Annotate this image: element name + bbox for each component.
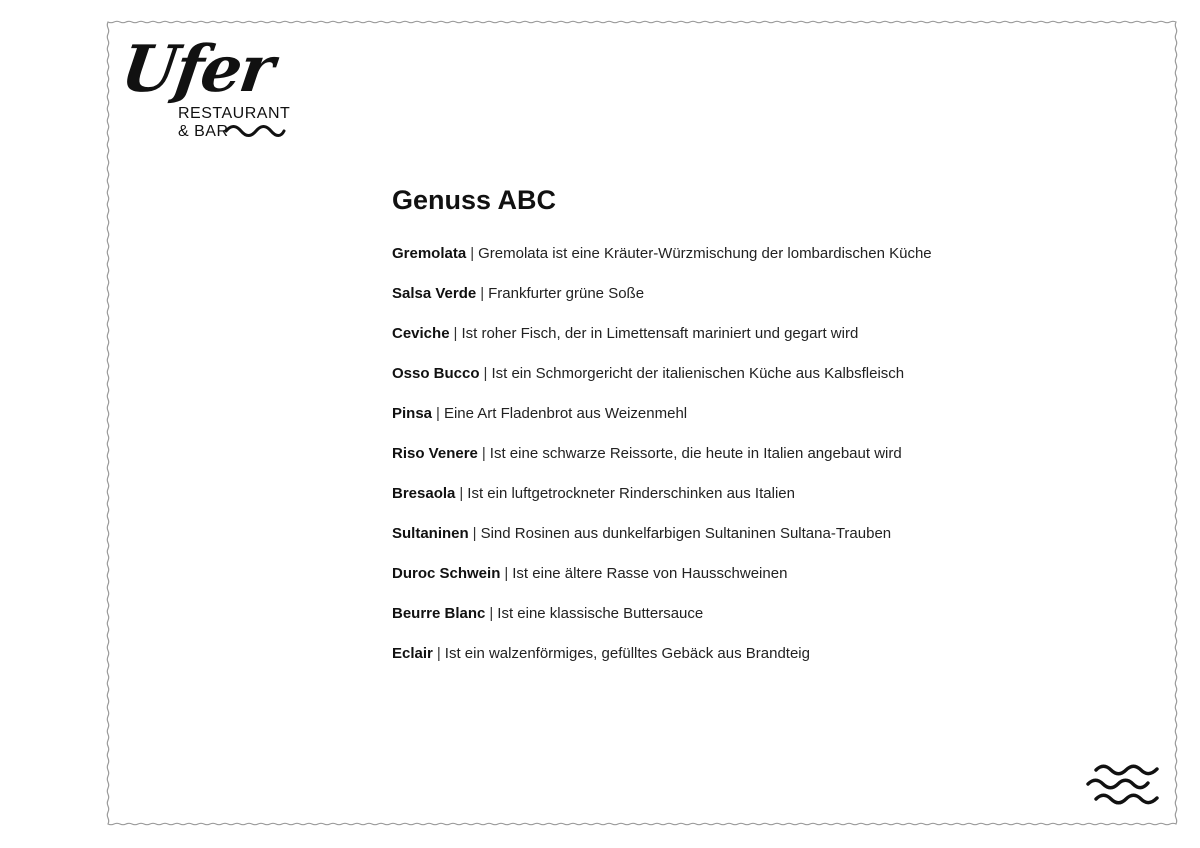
glossary-entry — [392, 244, 1092, 284]
glossary-entry — [392, 444, 1092, 484]
restaurant-logo — [116, 32, 291, 142]
glossary-section — [392, 182, 1092, 684]
entry-term: Ceviche — [392, 325, 450, 342]
entry-term: Bresaola — [392, 485, 456, 502]
logo-bar-text: & BAR — [178, 123, 229, 140]
entry-term: Osso Bucco — [392, 365, 480, 382]
entry-separator: | — [489, 605, 494, 622]
entry-separator: | — [472, 525, 477, 542]
entry-definition: Sind Rosinen aus dunkelfarbigen Sultaninen Sultana-Trauben — [480, 525, 892, 542]
entry-separator: | — [483, 365, 488, 382]
entry-separator: | — [480, 285, 485, 302]
entry-definition: Eine Art Fladenbrot aus Weizenmehl — [443, 405, 688, 422]
glossary-entry — [392, 284, 1092, 324]
entry-separator: | — [436, 645, 441, 662]
entry-definition: Ist eine klassische Buttersauce — [497, 605, 704, 622]
entry-term: Beurre Blanc — [392, 605, 486, 622]
entry-term: Eclair — [392, 645, 433, 662]
entry-definition: Ist ein walzenförmiges, gefülltes Gebäck aus Brandteig — [444, 645, 810, 662]
entry-definition: Frankfurter grüne Soße — [488, 285, 645, 302]
wave-icon — [224, 124, 286, 138]
glossary-entry — [392, 564, 1092, 604]
triple-wave-icon — [1086, 764, 1160, 808]
entry-separator: | — [481, 445, 486, 462]
page-title: Genuss ABC — [392, 185, 557, 215]
glossary-entry — [392, 524, 1092, 564]
entry-separator: | — [470, 245, 475, 262]
logo-restaurant-text: RESTAURANT — [178, 105, 291, 122]
glossary-entry — [392, 324, 1092, 364]
entry-term: Gremolata — [392, 245, 467, 262]
entry-definition: Ist eine ältere Rasse von Hausschweinen — [512, 565, 788, 582]
entry-definition: Gremolata ist eine Kräuter-Würzmischung der lombardischen Küche — [478, 245, 932, 262]
entry-term: Salsa Verde — [392, 285, 477, 302]
entry-definition: Ist roher Fisch, der in Limettensaft mariniert und gegart wird — [461, 325, 859, 342]
entry-definition: Ist ein luftgetrockneter Rinderschinken aus Italien — [467, 485, 795, 502]
entry-separator: | — [504, 565, 509, 582]
entry-separator: | — [459, 485, 464, 502]
glossary-entry — [392, 644, 1092, 684]
entry-separator: | — [436, 405, 440, 422]
logo-script-text: Ufer — [116, 32, 278, 107]
glossary-entry — [392, 364, 1092, 404]
menu-card — [106, 20, 1178, 826]
entry-term: Riso Venere — [392, 445, 478, 462]
entry-definition: Ist eine schwarze Reissorte, die heute in Italien angebaut wird — [489, 445, 902, 462]
glossary-entry — [392, 404, 1092, 444]
entry-term: Duroc Schwein — [392, 565, 501, 582]
glossary-list — [392, 244, 1092, 684]
entry-term: Sultaninen — [392, 525, 469, 542]
entry-term: Pinsa — [392, 405, 433, 422]
glossary-entry — [392, 484, 1092, 524]
entry-definition: Ist ein Schmorgericht der italienischen Küche aus Kalbsfleisch — [491, 365, 905, 382]
glossary-entry — [392, 604, 1092, 644]
entry-separator: | — [453, 325, 458, 342]
